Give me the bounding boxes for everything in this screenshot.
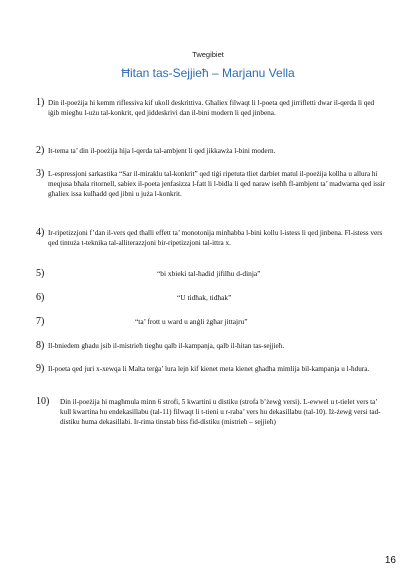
item-number: 5) [36, 268, 45, 279]
item-number: 10) [36, 396, 50, 407]
item-number: 2) [36, 145, 45, 156]
item-text: Il-bniedem għadu jsib il-mistrieħ tiegħu qalb il-kampanja, qalb il-ħitan tas-sejjieħ. [48, 342, 285, 350]
item-text: Din il-poeżija hi magħmula minn 6 strofi, 5 kwartini u distiku (strofa b’żewġ versi). L-ewwel u t-tielet vers ta’ kull kwartina hu endekasillabu (tal-11) filwaqt li t-tieni u r-raba’ vers hu dekasillabu (tal-10). Iż-żewġ versi tad-distiku huma dekasillabi. Ir-rima tinstab biss fid-distiku (mistrieħ – sejjieħ) [60, 398, 381, 427]
item-number: 9) [36, 363, 45, 374]
item-text: “bi xbieki tal-ħadid jifilħu d-dinja” [157, 269, 261, 278]
item-number: 3) [36, 168, 45, 179]
item-text: Il-poeta qed juri x-xewqa li Malta terġa’ lura lejn kif kienet meta kienet għadha mimlija bil-kampanja u l-ħdura. [48, 365, 370, 373]
page-header: Twegibiet [192, 50, 224, 59]
item-number: 8) [36, 340, 45, 351]
page-title: Ħitan tas-Sejjieħ – Marjanu Vella [121, 66, 295, 80]
item-number: 4) [36, 227, 45, 238]
item-number: 1) [36, 97, 45, 108]
item-number: 7) [36, 316, 45, 327]
item-text: L-espressjoni sarkastika “Sar il-miraklu tal-konkrit” qed tiġi ripetuta tliet darbiet matul il-poeżija kollha u allura hi meqjusa bħala ritornell, sabiex il-poeta jenfasizza l-fatt li l-bidla li qed naraw iseħħ fl-ambjent ta’ madwarna qed issir għaliex issa kulħadd qed jibni u juża l-konkrit. [48, 170, 386, 199]
item-text: “ta’ frott u ward u anġli żgħar jittajru” [135, 317, 248, 326]
item-text: It-tema ta’ din il-poeżija hija l-qerda tal-ambjent li qed jikkawża l-bini modern. [48, 147, 276, 155]
item-text: “U tidħak, tidħak” [177, 293, 232, 302]
item-number: 6) [36, 292, 45, 303]
page-number: 16 [384, 555, 396, 566]
item-text: Ir-ripetizzjoni f’dan il-vers qed tħalli effett ta’ monotonija minħabba l-bini kollu l-istess li qed jinbena. Fl-istess vers qed tintuża t-teknika tal-alliterazzjoni bir-ripetizzjoni tal-ittra x. [48, 229, 383, 248]
item-text: Din il-poeżija hi kemm riflessiva kif ukoll deskrittiva. Għaliex filwaqt li l-poeta qed jirrifletti dwar il-qerda li qed iġib miegħu l-użu tal-konkrit, qed jiddeskrivi dan il-bini modern li qed jinbena. [48, 99, 375, 118]
